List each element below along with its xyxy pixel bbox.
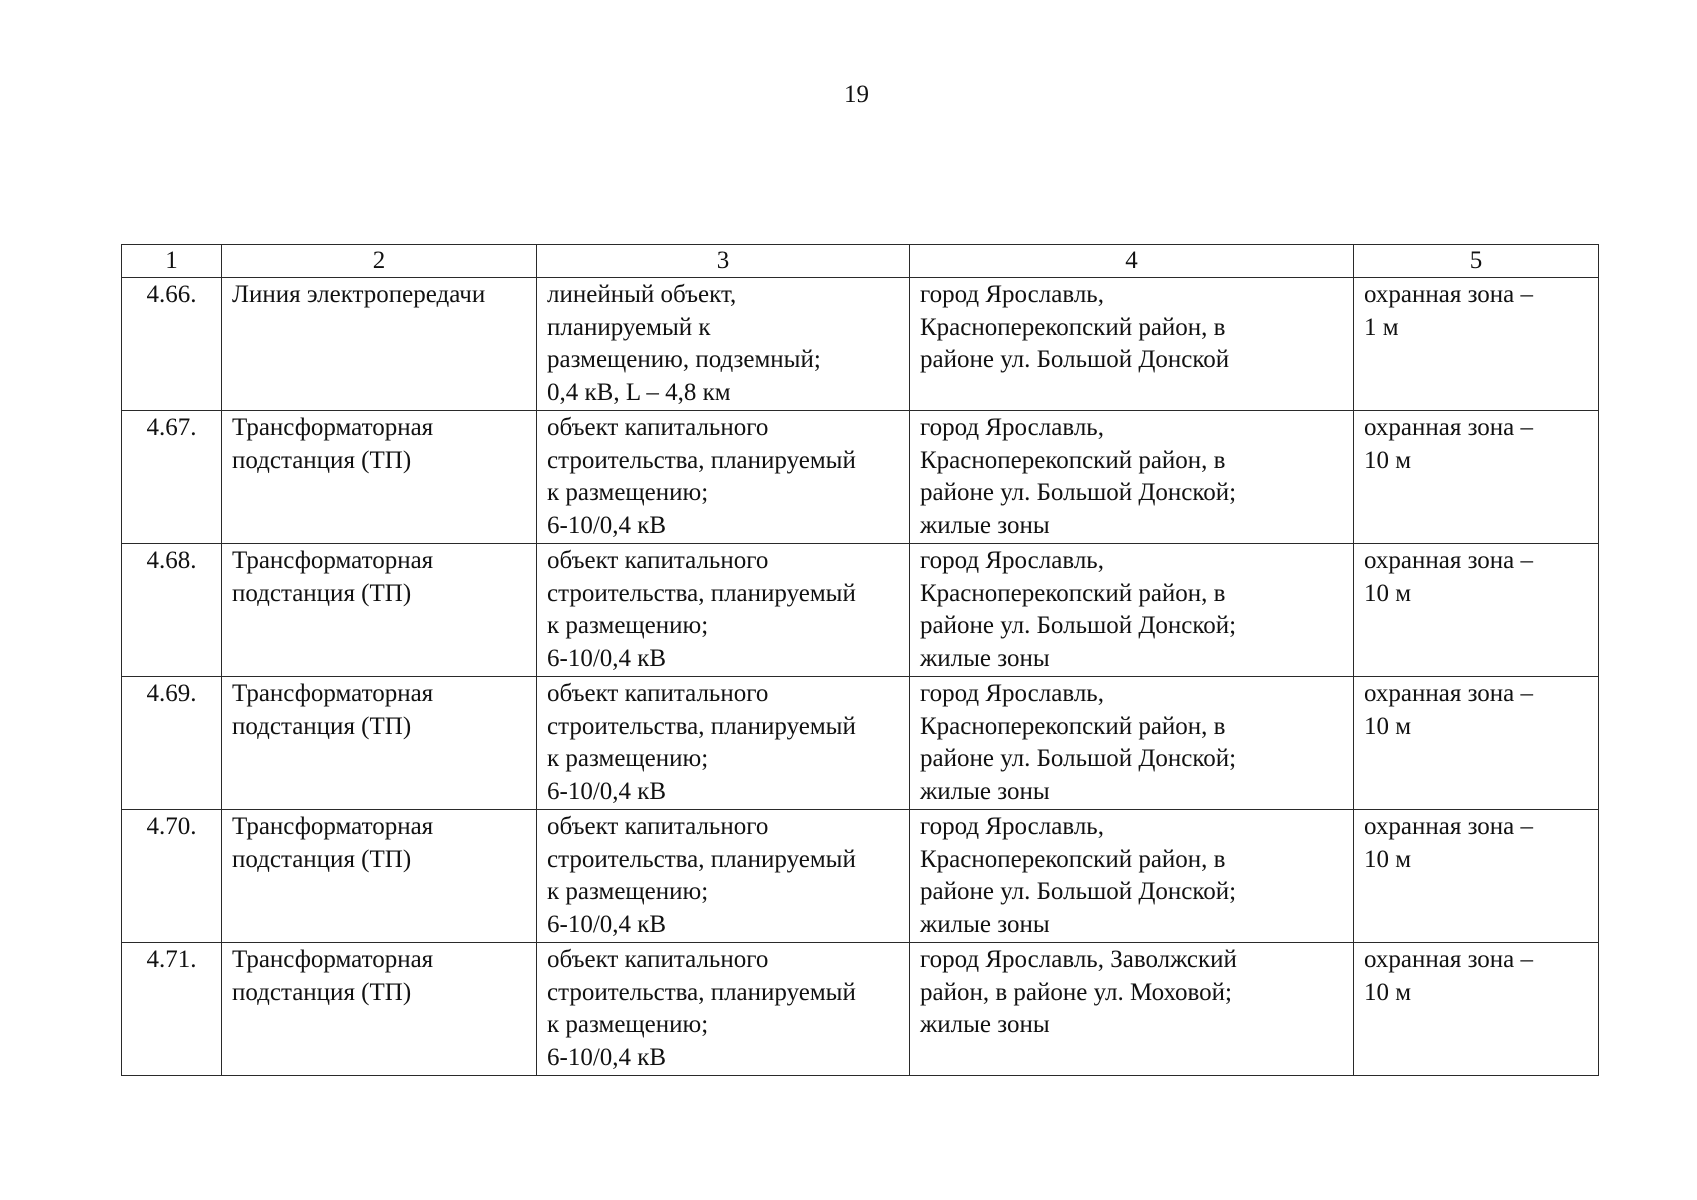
object-description-cell-line: к размещению; bbox=[547, 479, 709, 506]
object-description-cell-line: строительства, планируемый bbox=[547, 845, 856, 873]
protection-zone-cell-line: 10 м bbox=[1364, 845, 1412, 873]
location-cell-line: город Ярославль, bbox=[920, 547, 1104, 574]
location-cell-line: районе ул. Большой Донской; bbox=[920, 479, 1237, 506]
object-description-cell-line: 0,4 кВ, L – 4,8 км bbox=[547, 378, 731, 406]
location-cell-line: жилые зоны bbox=[920, 910, 1050, 938]
protection-zone-cell bbox=[1354, 943, 1599, 1076]
table-row bbox=[122, 677, 1599, 810]
location-cell-line: жилые зоны bbox=[920, 511, 1050, 539]
location-cell bbox=[910, 810, 1354, 943]
object-name-cell-line: Трансформаторная bbox=[232, 547, 434, 574]
object-name-cell-line: Трансформаторная bbox=[232, 680, 434, 707]
object-description-cell-line: к размещению; bbox=[547, 612, 709, 639]
location-cell bbox=[910, 544, 1354, 677]
object-description-cell-line: 6-10/0,4 кВ bbox=[547, 1043, 667, 1071]
object-name-cell-line: подстанция (ТП) bbox=[232, 446, 412, 474]
location-cell-line: Красноперекопский район, в bbox=[920, 579, 1226, 607]
object-description-cell-line: строительства, планируемый bbox=[547, 446, 856, 474]
object-description-cell bbox=[537, 411, 910, 544]
header-cell-3: 3 bbox=[537, 245, 910, 278]
table-row bbox=[122, 278, 1599, 411]
object-name-cell-line: подстанция (ТП) bbox=[232, 978, 412, 1006]
table-row bbox=[122, 943, 1599, 1076]
object-name-cell-line: Трансформаторная bbox=[232, 414, 434, 441]
objects-table bbox=[121, 244, 1599, 1076]
protection-zone-cell-line: охранная зона – bbox=[1364, 281, 1534, 308]
table-header-row bbox=[122, 245, 1599, 278]
object-name-cell bbox=[222, 278, 537, 411]
page-number: 19 bbox=[844, 81, 869, 108]
protection-zone-cell-line: 1 м bbox=[1364, 313, 1399, 341]
protection-zone-cell-line: 10 м bbox=[1364, 978, 1412, 1006]
protection-zone-cell-line: 10 м bbox=[1364, 712, 1412, 740]
table-row bbox=[122, 810, 1599, 943]
location-cell bbox=[910, 677, 1354, 810]
location-cell-line: Красноперекопский район, в bbox=[920, 712, 1226, 740]
object-description-cell-line: строительства, планируемый bbox=[547, 712, 856, 740]
object-description-cell-line: 6-10/0,4 кВ bbox=[547, 511, 667, 539]
object-description-cell-line: к размещению; bbox=[547, 878, 709, 905]
location-cell-line: Красноперекопский район, в bbox=[920, 446, 1226, 474]
object-description-cell-line: объект капитального bbox=[547, 946, 769, 973]
protection-zone-cell-line: 10 м bbox=[1364, 579, 1412, 607]
location-cell-line: районе ул. Большой Донской; bbox=[920, 878, 1237, 905]
location-cell-line: жилые зоны bbox=[920, 1011, 1050, 1038]
location-cell-line: жилые зоны bbox=[920, 777, 1050, 805]
object-description-cell-line: к размещению; bbox=[547, 745, 709, 772]
protection-zone-cell-line: охранная зона – bbox=[1364, 813, 1534, 840]
location-cell bbox=[910, 943, 1354, 1076]
object-name-cell bbox=[222, 411, 537, 544]
table-body bbox=[122, 245, 1599, 1076]
object-name-cell-line: Линия электропередачи bbox=[232, 281, 486, 308]
location-cell-line: районе ул. Большой Донской; bbox=[920, 612, 1237, 639]
object-description-cell-line: размещению, подземный; bbox=[547, 346, 821, 373]
object-description-cell-line: планируемый к bbox=[547, 313, 711, 341]
object-name-cell-line: подстанция (ТП) bbox=[232, 579, 412, 607]
header-cell-4: 4 bbox=[910, 245, 1354, 278]
row-number-cell: 4.71. bbox=[122, 943, 222, 1076]
object-description-cell-line: линейный объект, bbox=[547, 281, 737, 308]
object-name-cell bbox=[222, 677, 537, 810]
object-name-cell-line: подстанция (ТП) bbox=[232, 712, 412, 740]
location-cell-line: город Ярославль, bbox=[920, 680, 1104, 707]
object-description-cell-line: 6-10/0,4 кВ bbox=[547, 777, 667, 805]
object-name-cell bbox=[222, 544, 537, 677]
header-cell-2: 2 bbox=[222, 245, 537, 278]
object-description-cell-line: объект капитального bbox=[547, 680, 769, 707]
object-name-cell-line: Трансформаторная bbox=[232, 946, 434, 973]
location-cell bbox=[910, 278, 1354, 411]
object-description-cell bbox=[537, 943, 910, 1076]
protection-zone-cell-line: охранная зона – bbox=[1364, 547, 1534, 574]
object-description-cell-line: объект капитального bbox=[547, 547, 769, 574]
protection-zone-cell-line: охранная зона – bbox=[1364, 680, 1534, 707]
location-cell-line: жилые зоны bbox=[920, 644, 1050, 672]
row-number-cell: 4.68. bbox=[122, 544, 222, 677]
protection-zone-cell bbox=[1354, 411, 1599, 544]
location-cell-line: районе ул. Большой Донской bbox=[920, 346, 1230, 373]
location-cell-line: город Ярославль, bbox=[920, 281, 1104, 308]
object-name-cell-line: Трансформаторная bbox=[232, 813, 434, 840]
object-name-cell-line: подстанция (ТП) bbox=[232, 845, 412, 873]
row-number-cell: 4.70. bbox=[122, 810, 222, 943]
object-description-cell-line: 6-10/0,4 кВ bbox=[547, 644, 667, 672]
row-number-cell: 4.67. bbox=[122, 411, 222, 544]
object-description-cell-line: к размещению; bbox=[547, 1011, 709, 1038]
row-number-cell: 4.69. bbox=[122, 677, 222, 810]
object-description-cell bbox=[537, 677, 910, 810]
header-cell-1: 1 bbox=[122, 245, 222, 278]
location-cell-line: район, в районе ул. Моховой; bbox=[920, 978, 1232, 1006]
protection-zone-cell-line: 10 м bbox=[1364, 446, 1412, 474]
object-description-cell-line: 6-10/0,4 кВ bbox=[547, 910, 667, 938]
location-cell-line: Красноперекопский район, в bbox=[920, 845, 1226, 873]
object-name-cell bbox=[222, 810, 537, 943]
object-description-cell bbox=[537, 810, 910, 943]
protection-zone-cell bbox=[1354, 677, 1599, 810]
object-description-cell bbox=[537, 544, 910, 677]
row-number-cell: 4.66. bbox=[122, 278, 222, 411]
location-cell-line: город Ярославль, Заволжский bbox=[920, 946, 1237, 973]
table-row bbox=[122, 544, 1599, 677]
location-cell bbox=[910, 411, 1354, 544]
protection-zone-cell bbox=[1354, 544, 1599, 677]
object-description-cell bbox=[537, 278, 910, 411]
object-name-cell bbox=[222, 943, 537, 1076]
object-description-cell-line: объект капитального bbox=[547, 813, 769, 840]
object-description-cell-line: строительства, планируемый bbox=[547, 579, 856, 607]
object-description-cell-line: объект капитального bbox=[547, 414, 769, 441]
location-cell-line: Красноперекопский район, в bbox=[920, 313, 1226, 341]
protection-zone-cell-line: охранная зона – bbox=[1364, 946, 1534, 973]
location-cell-line: районе ул. Большой Донской; bbox=[920, 745, 1237, 772]
object-description-cell-line: строительства, планируемый bbox=[547, 978, 856, 1006]
protection-zone-cell-line: охранная зона – bbox=[1364, 414, 1534, 441]
table-row bbox=[122, 411, 1599, 544]
protection-zone-cell bbox=[1354, 278, 1599, 411]
header-cell-5: 5 bbox=[1354, 245, 1599, 278]
location-cell-line: город Ярославль, bbox=[920, 813, 1104, 840]
location-cell-line: город Ярославль, bbox=[920, 414, 1104, 441]
protection-zone-cell bbox=[1354, 810, 1599, 943]
